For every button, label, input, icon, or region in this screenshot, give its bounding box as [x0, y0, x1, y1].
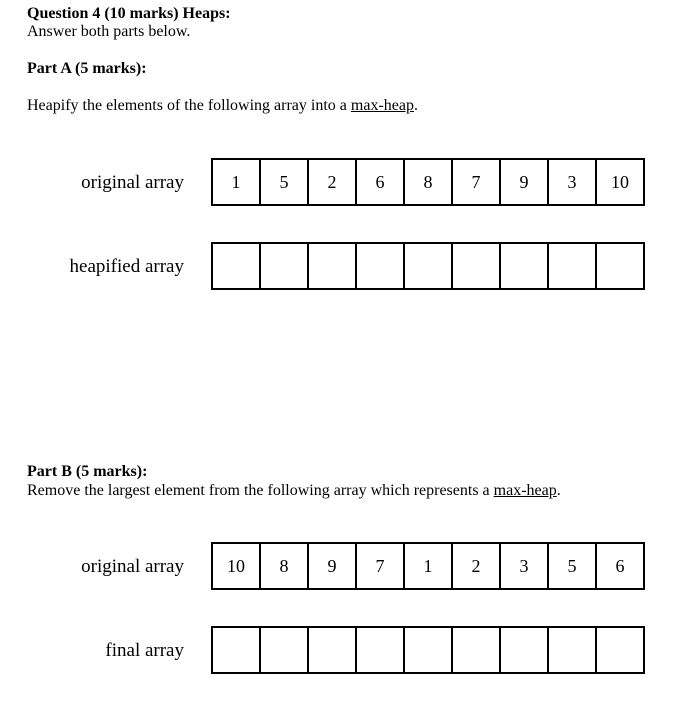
- part-a-prompt: [27, 97, 418, 115]
- part-a-original-array: [211, 158, 645, 206]
- part-b-original-array: [211, 542, 645, 590]
- part-a-prompt-period: .: [413, 97, 418, 114]
- array-input-cell[interactable]: [501, 628, 549, 672]
- array-input-cell[interactable]: [405, 628, 453, 672]
- array-cell: 3: [501, 544, 549, 588]
- array-input-cell[interactable]: [453, 628, 501, 672]
- array-cell: 2: [309, 160, 357, 204]
- array-input-cell[interactable]: [549, 628, 597, 672]
- part-b-prompt-text: Remove the largest element from the following array which represents a: [27, 482, 494, 499]
- array-cell: 5: [261, 160, 309, 204]
- array-input-cell[interactable]: [309, 628, 357, 672]
- array-cell: 9: [309, 544, 357, 588]
- array-cell: 7: [357, 544, 405, 588]
- array-cell: 9: [501, 160, 549, 204]
- part-b-prompt: [27, 482, 561, 500]
- array-input-cell[interactable]: [549, 244, 597, 288]
- array-cell: 1: [405, 544, 453, 588]
- array-input-cell[interactable]: [261, 244, 309, 288]
- part-a-original-label: original array: [81, 172, 184, 193]
- array-input-cell[interactable]: [261, 628, 309, 672]
- array-cell: 1: [213, 160, 261, 204]
- array-cell: 6: [615, 555, 625, 576]
- array-cell: 8: [261, 544, 309, 588]
- array-input-cell[interactable]: [597, 244, 643, 288]
- part-b-prompt-period: .: [556, 482, 561, 499]
- array-cell: 10: [611, 171, 629, 192]
- array-cell: 8: [405, 160, 453, 204]
- array-input-cell[interactable]: [309, 244, 357, 288]
- array-cell: 2: [453, 544, 501, 588]
- array-cell: 7: [453, 160, 501, 204]
- array-input-cell[interactable]: [213, 244, 261, 288]
- part-a-prompt-text: Heapify the elements of the following array into a: [27, 97, 351, 114]
- part-b-final-label: final array: [105, 640, 184, 661]
- part-a-heading: Part A (5 marks):: [27, 60, 147, 77]
- array-cell: 3: [549, 160, 597, 204]
- part-a-heapified-label: heapified array: [69, 256, 184, 277]
- array-input-cell[interactable]: [501, 244, 549, 288]
- array-input-cell[interactable]: [405, 244, 453, 288]
- part-b-max-heap-link: max-heap: [493, 482, 557, 499]
- question-title: Question 4 (10 marks) Heaps:: [27, 5, 231, 22]
- part-b-original-label: original array: [81, 556, 184, 577]
- array-cell: 5: [549, 544, 597, 588]
- part-b-heading: Part B (5 marks):: [27, 463, 148, 480]
- array-input-cell[interactable]: [213, 628, 261, 672]
- part-b-final-array[interactable]: [211, 626, 645, 674]
- array-input-cell[interactable]: [597, 628, 643, 672]
- part-a-max-heap-link: max-heap: [350, 97, 414, 114]
- array-cell: 6: [357, 160, 405, 204]
- array-input-cell[interactable]: [357, 628, 405, 672]
- part-a-heapified-array[interactable]: [211, 242, 645, 290]
- array-input-cell[interactable]: [453, 244, 501, 288]
- array-input-cell[interactable]: [357, 244, 405, 288]
- question-instructions: Answer both parts below.: [27, 23, 191, 40]
- array-cell: 10: [213, 544, 261, 588]
